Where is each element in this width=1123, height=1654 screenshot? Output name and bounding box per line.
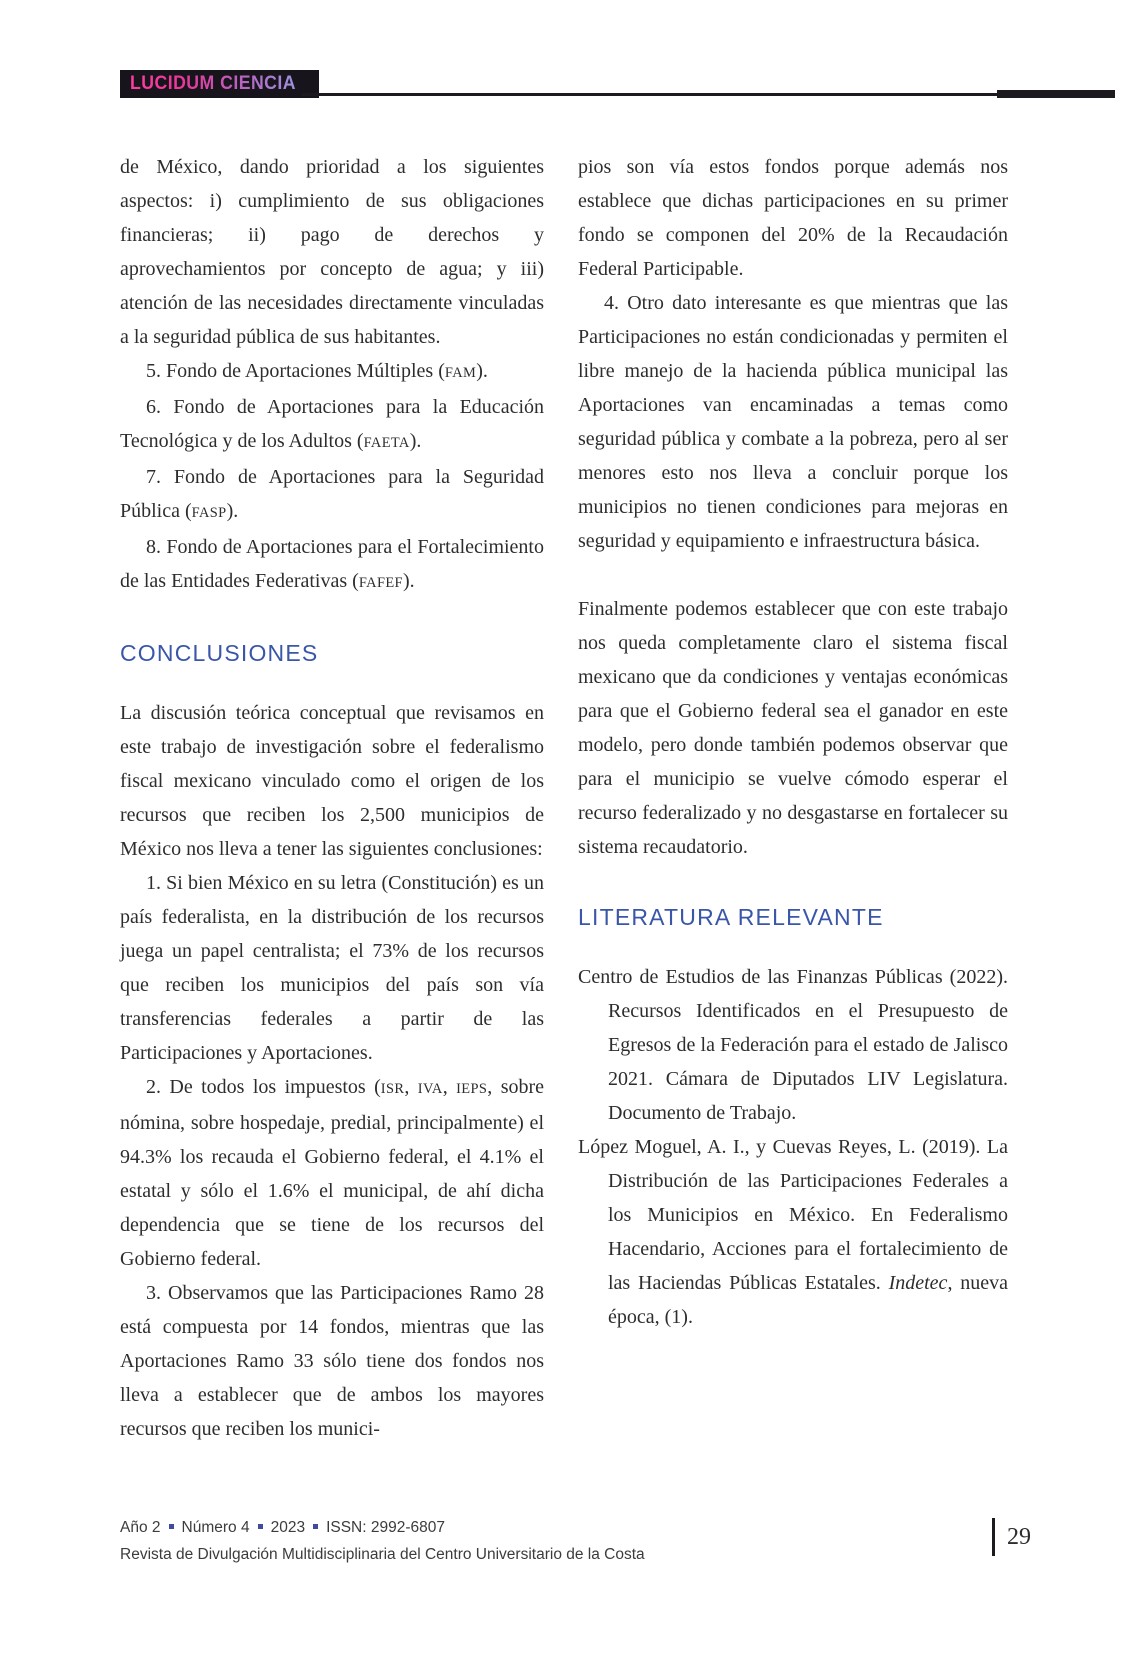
page-number-rule <box>992 1518 995 1556</box>
footer-meta-line <box>120 1514 645 1541</box>
separator-square-icon <box>169 1524 174 1529</box>
continued-paragraph: pios son vía estos fondos porque además nos establece que dichas participaciones en su primer fondo se componen del 20% de la Recaudación Federal Participable. <box>578 156 1008 280</box>
reference-entry: Centro de Estudios de las Finanzas Públicas (2022). Recursos Identificados en el Presupuesto de Egresos de la Federación para el estado de Jalisco 2021. Cámara de Diputados LIV Legislatura. Documento de Trabajo. <box>578 966 1008 1124</box>
reference-entry: López Moguel, A. I., y Cuevas Reyes, L. (2019). La Distribución de las Participaciones Federales a los Municipios en México. En Federalismo Hacendario, Acciones para el fortalecimiento de las Haciendas Públicas Estatales. Indetec, nueva época, (1). <box>578 1136 1008 1328</box>
fund-item-6: 6. Fondo de Aportaciones para la Educación Tecnológica y de los Adultos (FAETA). <box>120 396 544 452</box>
continued-paragraph: de México, dando prioridad a los siguientes aspectos: i) cumplimiento de sus obligaciones financieras; ii) pago de derechos y aprovechamientos por concepto de agua; y iii) atención de las necesidades directamente vinculadas a la seguridad pública de sus habitantes. <box>120 156 544 348</box>
page-number-block <box>992 1518 1031 1556</box>
conclusions-heading: CONCLUSIONES <box>120 640 319 666</box>
conclusion-item-3: 3. Observamos que las Participaciones Ramo 28 está compuesta por 14 fondos, mientras que las Aportaciones Ramo 33 sólo tiene dos fondos nos lleva a establecer que de ambos los mayores recursos que reciben los munici- <box>120 1282 544 1440</box>
conclusion-item-4: 4. Otro dato interesante es que mientras que las Participaciones no están condicionadas y permiten el libre manejo de la hacienda pública municipal las Aportaciones van encaminadas a temas como seguridad pública y combate a la pobreza, pero al ser menores esto nos lleva a concluir porque los municipios no tienen condiciones para mejoras en seguridad y equipamiento e infraestructura básica. <box>578 292 1008 552</box>
literature-heading: LITERATURA RELEVANTE <box>578 904 884 930</box>
footer-date: 2023 <box>270 1519 306 1536</box>
conclusion-item-1: 1. Si bien México en su letra (Constitución) es un país federalista, en la distribución de los recursos juega un papel centralista; el 73% de los recursos que reciben los municipios del país son vía transferencias federales a partir de las Participaciones y Aportaciones. <box>120 872 544 1064</box>
journal-logo <box>120 70 319 98</box>
left-column <box>120 150 544 1446</box>
right-column <box>578 150 1008 1334</box>
footer-year: Año 2 <box>120 1519 161 1536</box>
footer-issn: ISSN: 2992-6807 <box>326 1519 445 1536</box>
masthead-rule-thin <box>302 93 997 96</box>
footer-journal-line: Revista de Divulgación Multidisciplinaria del Centro Universitario de la Costa <box>120 1546 645 1563</box>
fund-item-7: 7. Fondo de Aportaciones para la Seguridad Pública (FASP). <box>120 466 544 522</box>
separator-square-icon <box>258 1524 263 1529</box>
page-footer <box>120 1514 645 1568</box>
fund-item-8: 8. Fondo de Aportaciones para el Fortalecimiento de las Entidades Federativas (FAFEF). <box>120 536 544 592</box>
conclusion-item-2: 2. De todos los impuestos (ISR, IVA, IEPS, sobre nómina, sobre hospedaje, predial, principalmente) el 94.3% los recauda el Gobierno federal, el 4.1% el estatal y sólo el 1.6% el municipal, de ahí dicha dependencia que se tiene de los recursos del Gobierno federal. <box>120 1076 545 1270</box>
fund-item-5: 5. Fondo de Aportaciones Múltiples (FAM). <box>146 360 488 382</box>
page-number: 29 <box>1007 1523 1031 1550</box>
conclusions-intro: La discusión teórica conceptual que revisamos en este trabajo de investigación sobre el federalismo fiscal mexicano vinculado como el origen de los recursos que reciben los 2,500 municipios de México nos lleva a tener las siguientes conclusiones: <box>120 702 544 860</box>
separator-square-icon <box>313 1524 318 1529</box>
journal-logo-text: LUCIDUM CIENCIA <box>130 73 297 94</box>
footer-issue: Número 4 <box>181 1519 250 1536</box>
closing-paragraph: Finalmente podemos establecer que con este trabajo nos queda completamente claro el sistema fiscal mexicano que da condiciones y ventajas económicas para que el Gobierno federal sea el ganador en este modelo, pero donde también podemos observar que para el municipio se vuelve cómodo esperar el recurso federalizado y no desgastarse en fortalecer su sistema recaudatorio. <box>578 598 1008 858</box>
masthead-rule-thick <box>997 90 1115 98</box>
